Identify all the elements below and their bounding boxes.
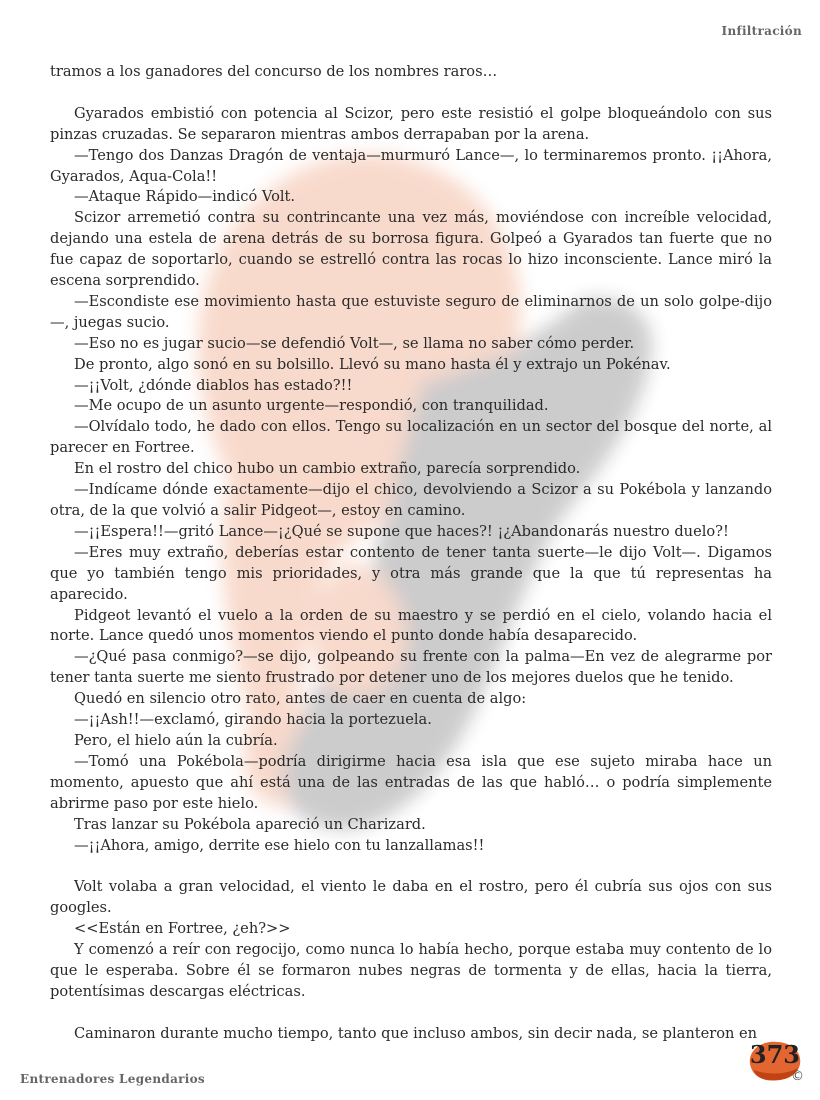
paragraph: —Eso no es jugar sucio—se defendió Volt—, se llama no saber cómo perder. — [74, 334, 635, 352]
chapter-title: Infiltración — [721, 24, 802, 38]
paragraph: Y comenzó a reír con regocijo, como nunca lo había hecho, porque estaba muy contento de lo que le esperaba. Sobre él se formaron nubes negras de tormenta y de ellas, hacia la tierra, potentísimas descargas eléctricas. — [50, 941, 772, 1000]
paragraph: tramos a los ganadores del concurso de los nombres raros… — [50, 63, 498, 80]
paragraph: Caminaron durante mucho tiempo, tanto que incluso ambos, sin decir nada, se planteron en — [74, 1024, 758, 1042]
paragraph: <<Están en Fortree, ¿eh?>> — [74, 920, 291, 938]
paragraph: De pronto, algo sonó en su bolsillo. Llevó su mano hasta él y extrajo un Pokénav. — [74, 355, 671, 373]
paragraph: —Ataque Rápido—indicó Volt. — [74, 188, 296, 206]
book-title: Entrenadores Legendarios — [20, 1072, 205, 1086]
page-number: 373 — [749, 1040, 800, 1069]
paragraph: —¿Qué pasa conmigo?—se dijo, golpeando su frente con la palma—En vez de alegrarme por tener tanta suerte me siento frustrado por detener uno de los mejores duelos que he tenido. — [50, 648, 772, 687]
paragraph: —Escondiste ese movimiento hasta que estuviste seguro de eliminarnos de un solo golpe-dijo—, juegas sucio. — [50, 292, 772, 331]
paragraph: —Tomó una Pokébola—podría dirigirme hacia esa isla que ese sujeto miraba hace un momento, apuesto que ahí está una de las entradas de las que habló… o podría simplemente abrirme paso por este hielo. — [50, 752, 772, 812]
paragraph: Scizor arremetió contra su contrincante una vez más, moviéndose con increíble velocidad, dejando una estela de arena detrás de su borrosa figura. Golpeó a Gyarados tan fuerte que no fue capaz de soportarlo, cuando se estrelló contra las rocas lo hizo inconsciente. Lance miró la escena sorprendido. — [50, 209, 772, 290]
paragraph: Pero, el hielo aún la cubría. — [74, 731, 278, 749]
paragraph: Tras lanzar su Pokébola apareció un Charizard. — [74, 815, 426, 833]
body-text — [50, 62, 772, 1045]
paragraph: Volt volaba a gran velocidad, el viento le daba en el rostro, pero él cubría sus ojos con sus googles. — [50, 878, 772, 917]
copyright-icon: © — [791, 1069, 804, 1084]
paragraph: —Indícame dónde exactamente—dijo el chico, devolviendo a Scizor a su Pokébola y lanzando otra, de la que volvió a salir Pidgeot—, estoy en camino. — [50, 481, 772, 520]
paragraph: —¡¡Volt, ¿dónde diablos has estado?!! — [74, 376, 353, 394]
paragraph: —Me ocupo de un asunto urgente—respondió, con tranquilidad. — [74, 397, 549, 415]
paragraph: —¡¡Ahora, amigo, derrite ese hielo con tu lanzallamas!! — [74, 836, 485, 854]
paragraph: —¡¡Ash!!—exclamó, girando hacia la portezuela. — [74, 711, 432, 729]
paragraph: —Eres muy extraño, deberías estar contento de tener tanta suerte—le dijo Volt—. Digamos que yo también tengo mis prioridades, y otra más grande que la que tú representas ha aparecido. — [50, 543, 772, 603]
paragraph: —Olvídalo todo, he dado con ellos. Tengo su localización en un sector del bosque del norte, al parecer en Fortree. — [50, 418, 772, 457]
paragraph: —Tengo dos Danzas Dragón de ventaja—murmuró Lance—, lo terminaremos pronto. ¡¡Ahora, Gyarados, Aqua-Cola!! — [50, 146, 772, 185]
paragraph: En el rostro del chico hubo un cambio extraño, parecía sorprendido. — [74, 460, 581, 478]
paragraph: —¡¡Espera!!—gritó Lance—¡¿Qué se supone que haces?! ¡¿Abandonarás nuestro duelo?! — [74, 522, 729, 540]
paragraph: Gyarados embistió con potencia al Scizor, pero este resistió el golpe bloqueándolo con sus pinzas cruzadas. Se separaron mientras ambos derrapaban por la arena. — [50, 104, 772, 143]
page-number-badge — [744, 1034, 806, 1084]
paragraph: Quedó en silencio otro rato, antes de caer en cuenta de algo: — [74, 690, 527, 708]
paragraph: Pidgeot levantó el vuelo a la orden de su maestro y se perdió en el cielo, volando hacia el norte. Lance quedó unos momentos viendo el punto donde había desaparecido. — [50, 606, 772, 645]
